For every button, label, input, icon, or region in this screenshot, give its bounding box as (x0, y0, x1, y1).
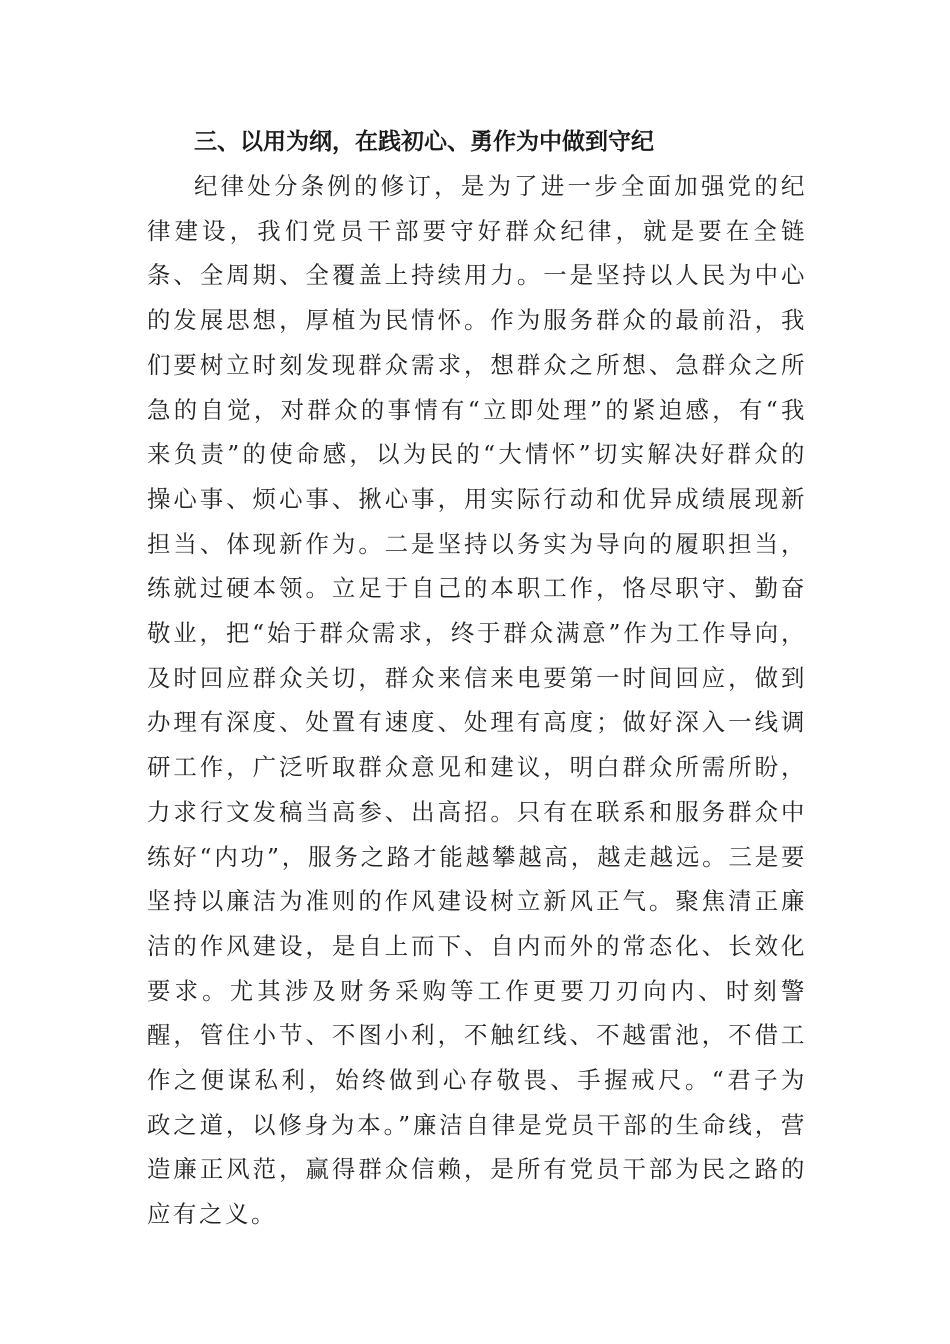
body-paragraph: 纪律处分条例的修订，是为了进一步全面加强党的纪律建设，我们党员干部要守好群众纪律，就是要在全链条、全周期、全覆盖上持续用力。一是坚持以人民为中心的发展思想，厚植为民情怀。作为服务群众的最前沿，我们要树立时刻发现群众需求，想群众之所想、急群众之所急的自觉，对群众的事情有“立即处理”的紧迫感，有“我来负责”的使命感，以为民的“大情怀”切实解决好群众的操心事、烦心事、揪心事，用实际行动和优异成绩展现新担当、体现新作为。二是坚持以务实为导向的履职担当，练就过硬本领。立足于自己的本职工作，恪尽职守、勤奋敬业，把“始于群众需求，终于群众满意”作为工作导向，及时回应群众关切，群众来信来电要第一时间回应，做到办理有深度、处置有速度、处理有高度；做好深入一线调研工作，广泛听取群众意见和建议，明白群众所需所盼，力求行文发稿当高参、出高招。只有在联系和服务群众中练好“内功”，服务之路才能越攀越高，越走越远。三是要坚持以廉洁为准则的作风建设树立新风正气。聚焦清正廉洁的作风建设，是自上而下、自内而外的常态化、长效化要求。尤其涉及财务采购等工作更要刀刃向内、时刻警醒，管住小节、不图小利，不触红线、不越雷池，不借工作之便谋私利，始终做到心存敬畏、手握戒尺。“君子为政之道，以修身为本。”廉洁自律是党员干部的生命线，营造廉正风范，赢得群众信赖，是所有党员干部为民之路的应有之义。 (147, 172, 807, 1229)
document-content (147, 120, 807, 1237)
section-heading: 三、以用为纲，在践初心、勇作为中做到守纪 (194, 129, 654, 155)
